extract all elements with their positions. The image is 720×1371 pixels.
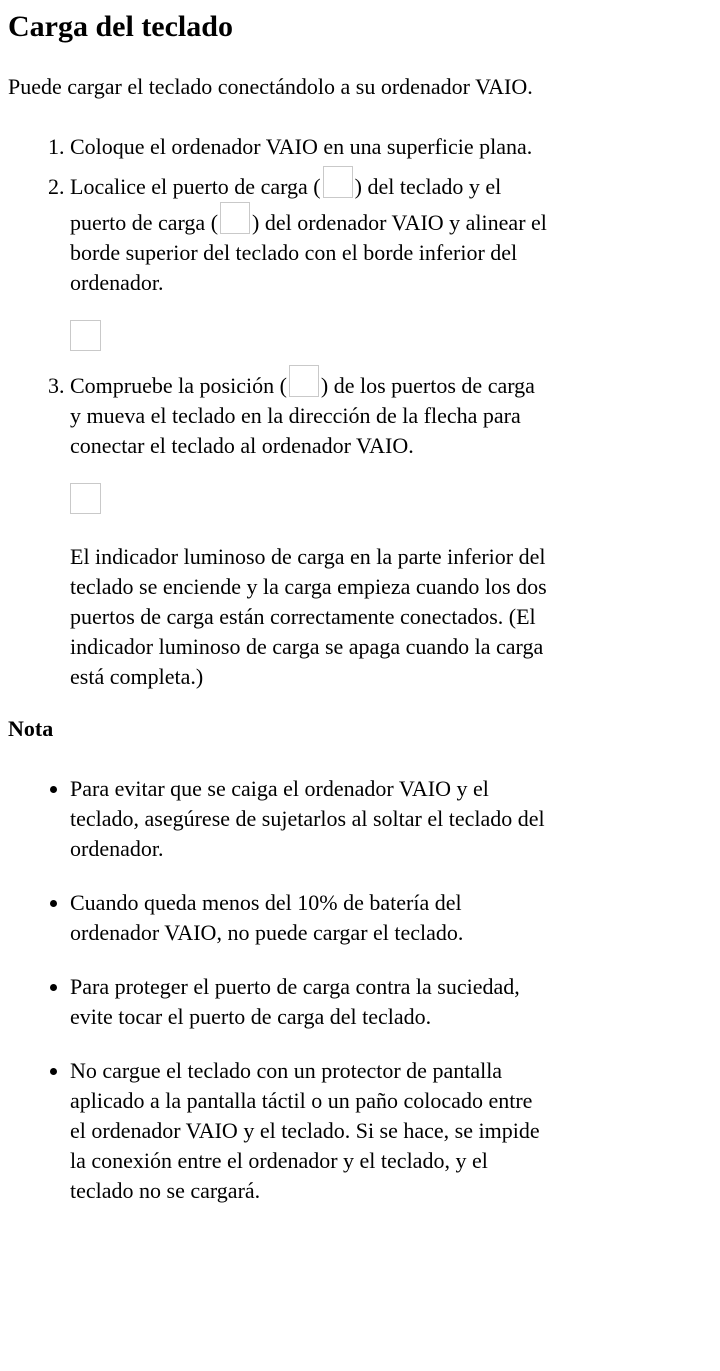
step-2-text-segment: ) del ordenador VAIO y alinear el borde superior del teclado con el borde inferior del ordenador. bbox=[70, 210, 547, 295]
page-title: Carga del teclado bbox=[8, 10, 233, 43]
port-position-icon bbox=[289, 365, 319, 397]
step-2-text-segment: ) del teclado y el puerto de carga ( bbox=[70, 174, 502, 235]
note-text: Para proteger el puerto de carga contra la suciedad, evite tocar el puerto de carga del teclado. bbox=[70, 974, 520, 1029]
notes-list bbox=[8, 774, 548, 1206]
step-item-2 bbox=[70, 166, 548, 351]
step-item-3 bbox=[70, 365, 548, 692]
note-item bbox=[70, 972, 548, 1032]
step-item-1 bbox=[70, 132, 548, 162]
step-3-text-segment: Compruebe la posición ( bbox=[70, 373, 287, 398]
note-text: Para evitar que se caiga el ordenador VAIO y el teclado, asegúrese de sujetarlos al soltar el teclado del ordenador. bbox=[70, 776, 545, 861]
step-3-text-segment: ) de los puertos de carga y mueva el teclado en la dirección de la flecha para conectar el teclado al ordenador VAIO. bbox=[70, 373, 535, 458]
note-heading: Nota bbox=[8, 716, 54, 741]
step-2-text-segment: Localice el puerto de carga ( bbox=[70, 174, 321, 199]
note-item bbox=[70, 774, 548, 864]
steps-list bbox=[8, 132, 548, 692]
step-3-result-text: El indicador luminoso de carga en la parte inferior del teclado se enciende y la carga empieza cuando los dos puertos de carga están correctamente conectados. (El indicador luminoso de carga se apaga cuando la carga está completa.) bbox=[70, 544, 547, 689]
step-2-figure-image bbox=[70, 320, 101, 351]
step-1-text: Coloque el ordenador VAIO en una superficie plana. bbox=[70, 134, 533, 159]
keyboard-charge-port-icon bbox=[323, 166, 353, 198]
note-item bbox=[70, 1056, 548, 1206]
note-item bbox=[70, 888, 548, 948]
step-3-figure-image bbox=[70, 483, 101, 514]
intro-paragraph: Puede cargar el teclado conectándolo a su ordenador VAIO. bbox=[8, 74, 533, 99]
note-text: No cargue el teclado con un protector de pantalla aplicado a la pantalla táctil o un paño colocado entre el ordenador VAIO y el teclado. Si se hace, se impide la conexión entre el ordenador y el teclado, y el teclado no se cargará. bbox=[70, 1058, 540, 1203]
vaio-charge-port-icon bbox=[220, 202, 250, 234]
note-text: Cuando queda menos del 10% de batería del ordenador VAIO, no puede cargar el teclado. bbox=[70, 890, 464, 945]
help-document-page bbox=[8, 8, 548, 1206]
